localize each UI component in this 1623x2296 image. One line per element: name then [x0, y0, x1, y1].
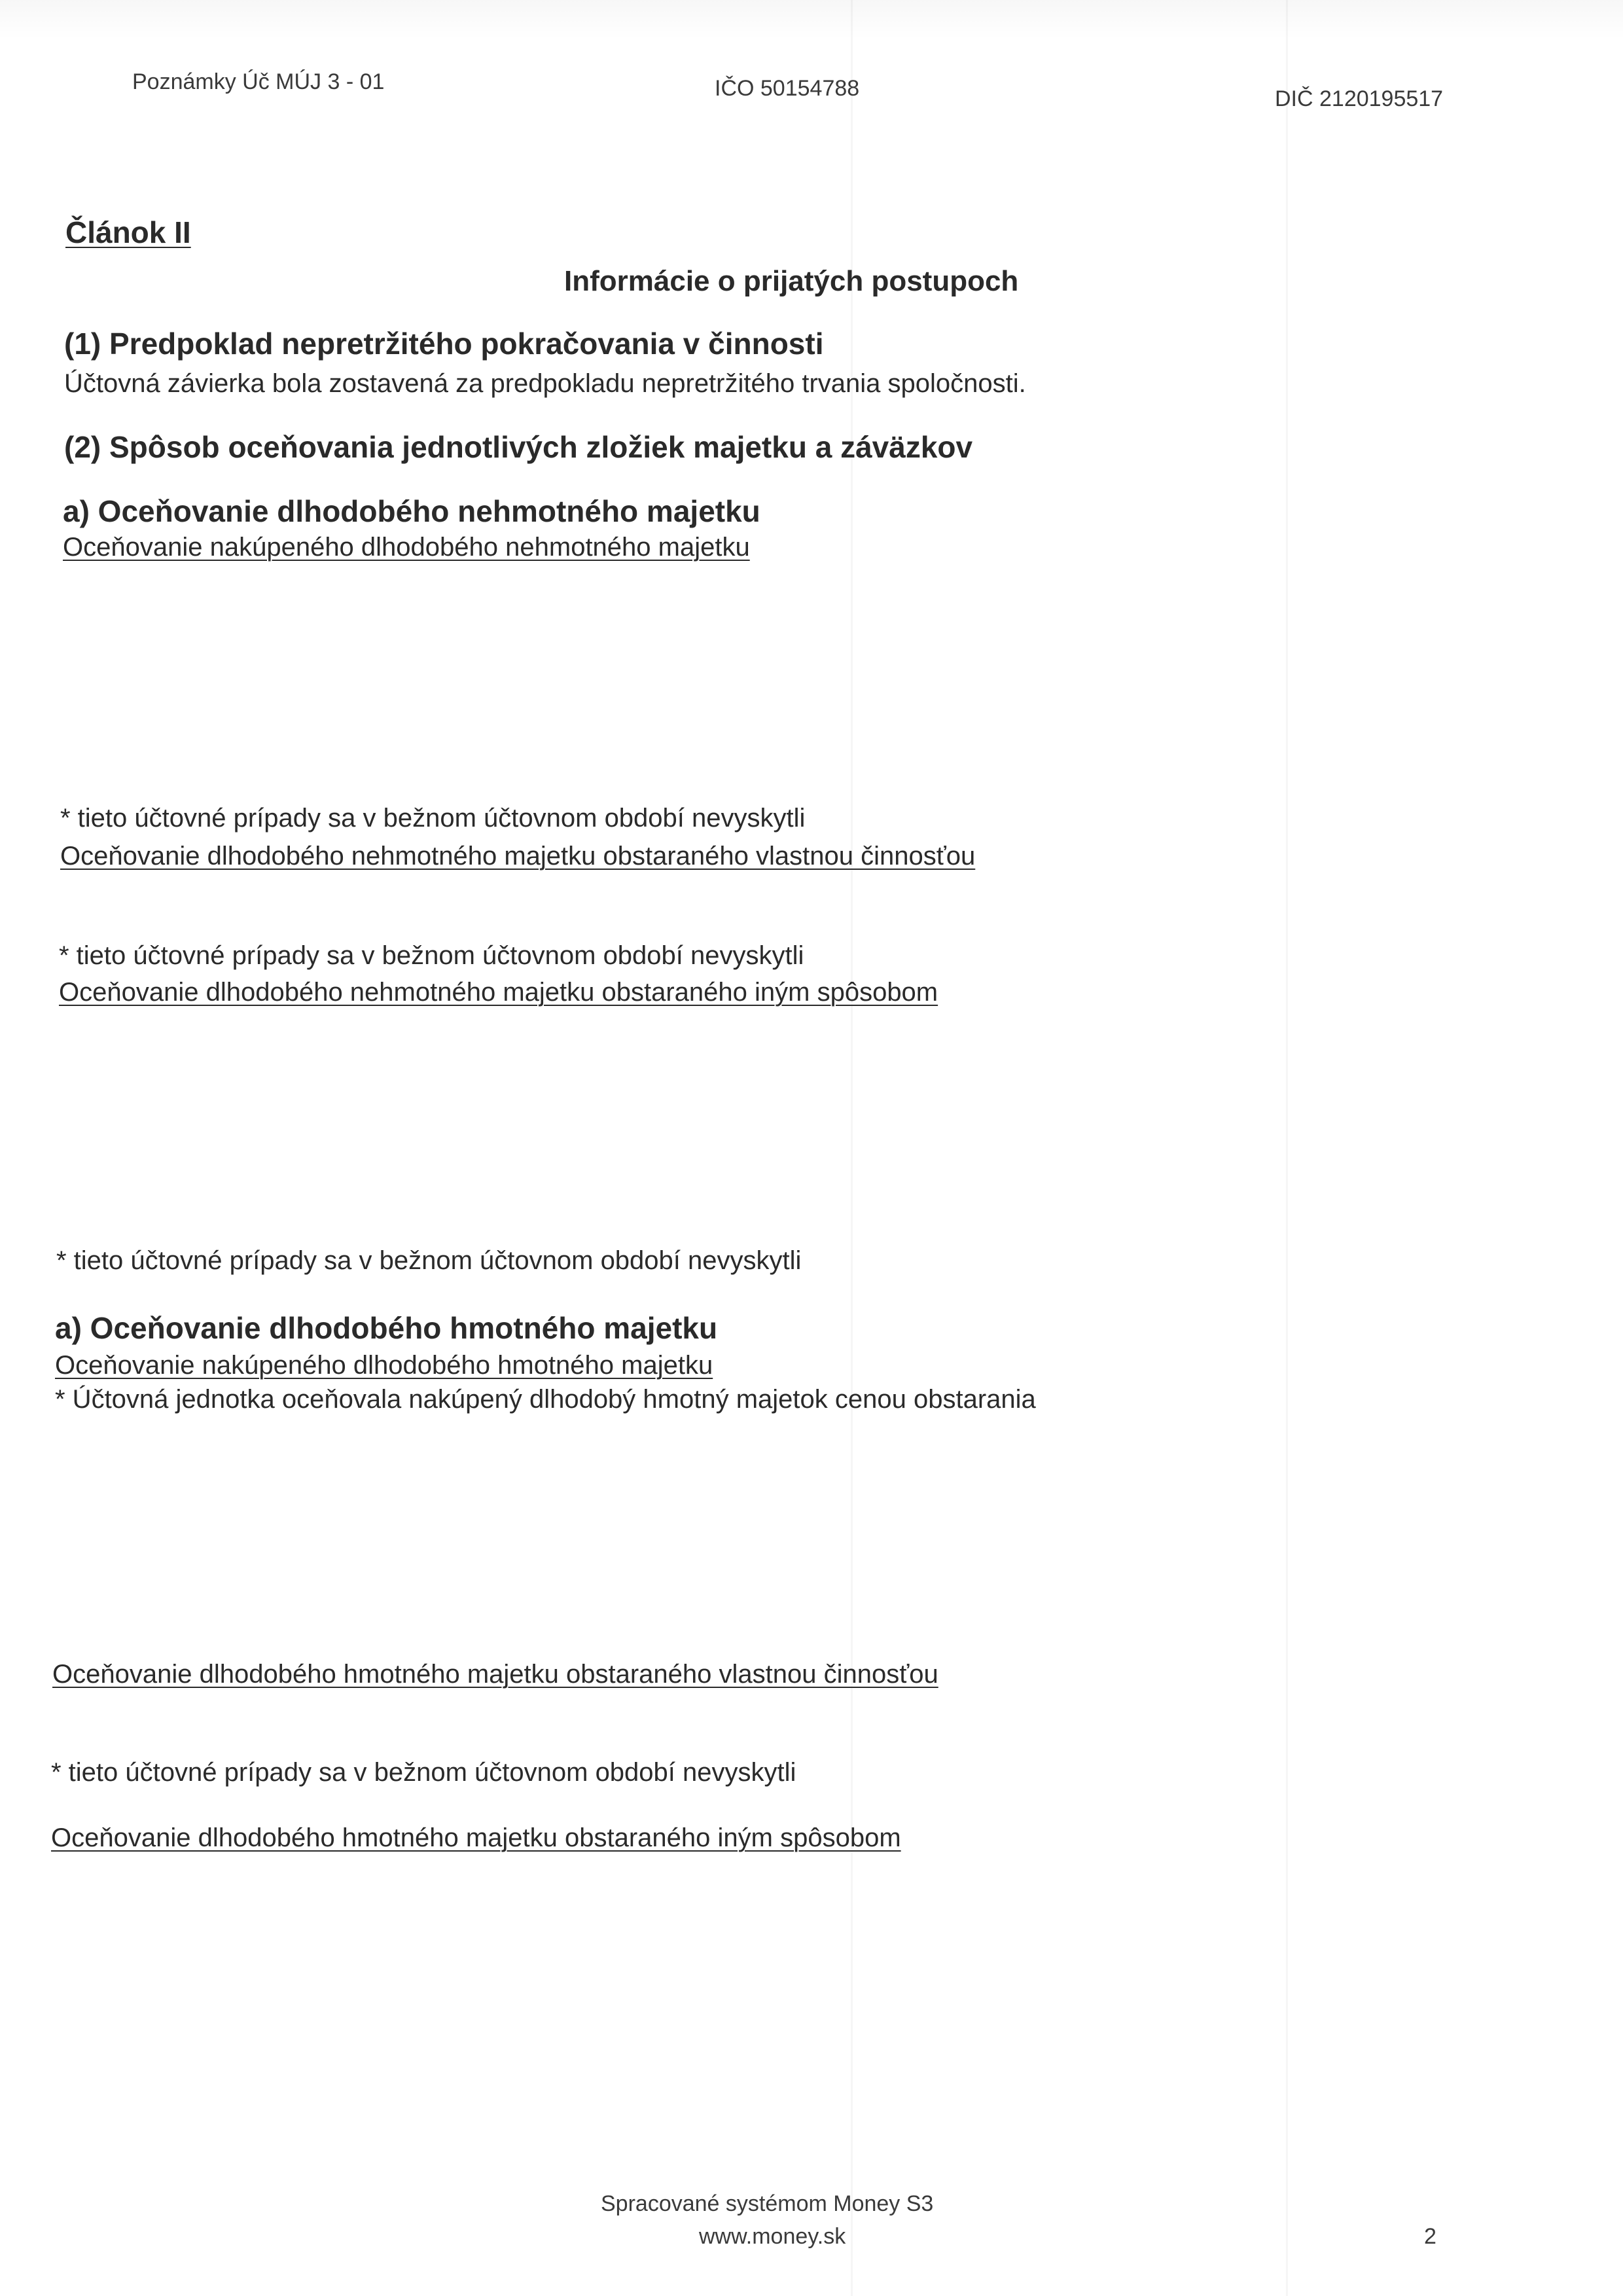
- footer-system-credit: Spracované systémom Money S3: [601, 2191, 934, 2216]
- intangible-purchased-note: * tieto účtovné prípady sa v bežnom účtovnom období nevyskytli: [60, 804, 806, 833]
- scan-artifact-line: [851, 0, 853, 2296]
- header-dic: DIČ 2120195517: [1275, 86, 1444, 111]
- intangible-own-label: Oceňovanie dlhodobého nehmotného majetku obstaraného vlastnou činnosťou: [60, 842, 976, 870]
- section-2-heading: (2) Spôsob oceňovania jednotlivých zložiek majetku a záväzkov: [64, 430, 973, 464]
- article-heading: Informácie o prijatých postupoch: [564, 265, 1019, 297]
- intangible-own-note: * tieto účtovné prípady sa v bežnom účtovnom období nevyskytli: [59, 941, 804, 970]
- article-title: Článok II: [65, 215, 191, 249]
- scan-artifact-line: [1286, 0, 1288, 2296]
- section-1-text: Účtovná závierka bola zostavená za predpokladu nepretržitého trvania spoločnosti.: [64, 369, 1026, 398]
- intangible-purchased-label: Oceňovanie nakúpeného dlhodobého nehmotného majetku: [63, 533, 750, 562]
- tangible-own-label: Oceňovanie dlhodobého hmotného majetku obstaraného vlastnou činnosťou: [52, 1660, 938, 1689]
- header-document-code: Poznámky Úč MÚJ 3 - 01: [132, 69, 385, 94]
- intangible-other-note: * tieto účtovné prípady sa v bežnom účtovnom období nevyskytli: [56, 1246, 802, 1275]
- tangible-own-note: * tieto účtovné prípady sa v bežnom účtovnom období nevyskytli: [51, 1758, 796, 1787]
- footer-website: www.money.sk: [699, 2224, 846, 2249]
- tangible-heading: a) Oceňovanie dlhodobého hmotného majetku: [55, 1311, 718, 1345]
- page-number: 2: [1424, 2224, 1436, 2249]
- tangible-purchased-note: * Účtovná jednotka oceňovala nakúpený dlhodobý hmotný majetok cenou obstarania: [55, 1385, 1036, 1414]
- header-ico: IČO 50154788: [715, 76, 860, 101]
- tangible-purchased-label: Oceňovanie nakúpeného dlhodobého hmotného majetku: [55, 1351, 713, 1380]
- tangible-other-label: Oceňovanie dlhodobého hmotného majetku obstaraného iným spôsobom: [51, 1823, 901, 1852]
- intangible-heading: a) Oceňovanie dlhodobého nehmotného majetku: [63, 494, 760, 528]
- scan-shadow: [0, 0, 1623, 39]
- section-1-heading: (1) Predpoklad nepretržitého pokračovania v činnosti: [64, 327, 824, 361]
- intangible-other-label: Oceňovanie dlhodobého nehmotného majetku obstaraného iným spôsobom: [59, 978, 938, 1007]
